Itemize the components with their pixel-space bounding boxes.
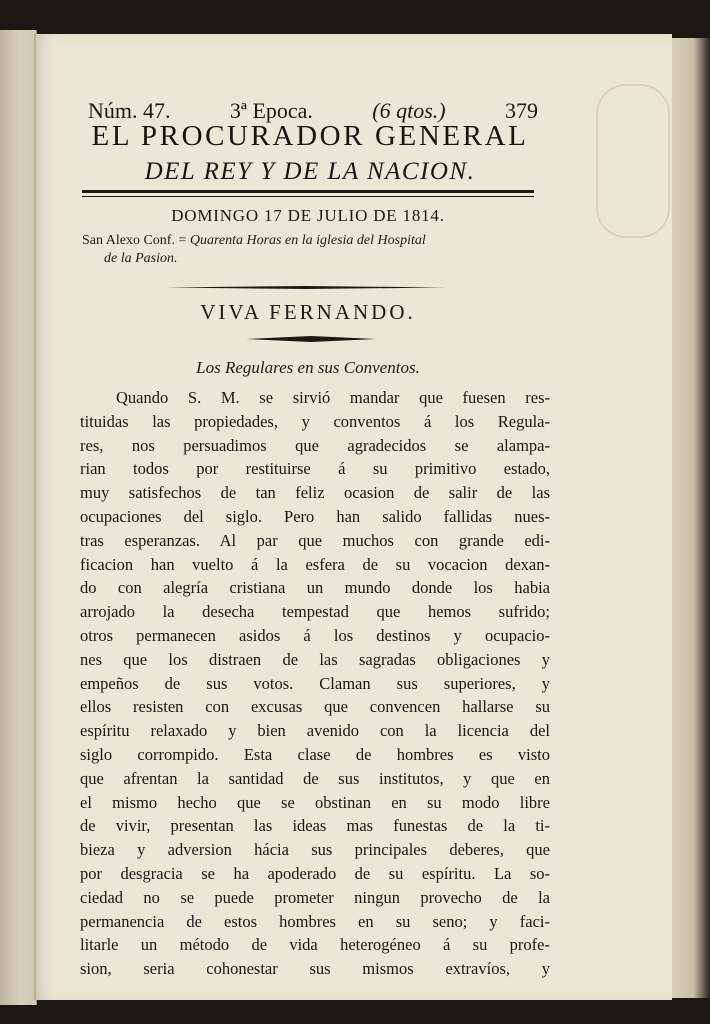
ornamental-dash [246,334,376,344]
page-number: 379 [505,98,538,123]
body-line: ocupaciones del siglo. Pero han salido fallidas nues- [80,506,550,526]
body-line: empeños de sus votos. Claman sus superiores, y [80,673,550,693]
body-line: otros permanecen asidos á los destinos y ocupacio- [80,625,550,645]
faded-stamp-watermark [596,84,670,238]
body-line: do con alegría cristiana un mundo donde los habia [80,578,550,598]
body-line: espíritu relaxado y bien avenido con la licencia del [80,721,550,741]
body-line: ficacion han vuelto á la esfera de su vocacion dexan- [80,554,550,574]
section-title: VIVA FERNANDO. [200,300,416,324]
body-line: que afrentan la santidad de sus institutos, y que en [80,768,550,788]
edition-label: (6 qtos.) [372,98,446,123]
saint-of-day [82,232,542,268]
devotion-notice: Quarenta Horas en la iglesia del Hospital [189,233,426,248]
body-line: bieza y adversion hácia sus principales deberes, que [80,840,550,860]
body-line: ciedad no se puede prometer ningun provecho de la [80,887,550,907]
body-line: permanencia de estos hombres en su seno; y faci- [80,911,550,931]
body-line: de vivir, presentan las ideas mas funestas de la ti- [80,816,550,836]
body-line: litarle un método de vida heterogéneo á su profe- [80,935,550,955]
newspaper-subtitle: DEL REY Y DE LA NACION. [144,158,476,185]
masthead-rule [82,190,534,193]
facing-page-edge [0,30,37,1005]
body-line: res, nos persuadimos que agradecidos se alampa- [80,435,550,455]
body-line: ellos resisten con excusas que convencen hallarse su [80,697,550,717]
issue-number: Núm. 47. [88,98,171,123]
body-line: tituidas las propiedades, y conventos á los Regula- [80,411,550,431]
page-stack-edge [668,38,710,998]
newspaper-title: EL PROCURADOR GENERAL [91,120,529,152]
epoch-label: 3ª Epoca. [229,98,313,123]
body-line: sion, seria cohonestar sus mismos extravíos, y [80,959,550,979]
article-title: Los Regulares en sus Conventos. [196,358,420,377]
body-line: tras esperanzas. Al par que muchos con grande edi- [80,530,550,550]
body-line: muy satisfechos de tan feliz ocasion de salir de las [80,483,550,503]
body-line: Quando S. M. se sirvió mandar que fuesen res- [116,388,550,407]
masthead-rule-thin [82,196,534,197]
body-line: el mismo hecho que se obstinan en su modo libre [80,792,550,812]
ornamental-rule [166,286,446,289]
devotion-notice-cont: de la Pasion. [104,251,178,266]
body-line: nes que los distraen de las sagradas obligaciones y [80,649,550,669]
newspaper-page [34,34,672,1000]
body-line: por desgracia se ha apoderado de su espíritu. La so- [80,863,550,883]
saint-label: San Alexo Conf. = [82,233,190,248]
body-line: siglo corrompido. Esta clase de hombres es visto [80,744,550,764]
dateline: DOMINGO 17 DE JULIO DE 1814. [171,206,445,225]
article-body [80,386,550,981]
body-line: arrojado la desecha tempestad que hemos sufrido; [80,602,550,622]
body-line: rian todos por restituirse á su primitivo estado, [80,459,550,479]
